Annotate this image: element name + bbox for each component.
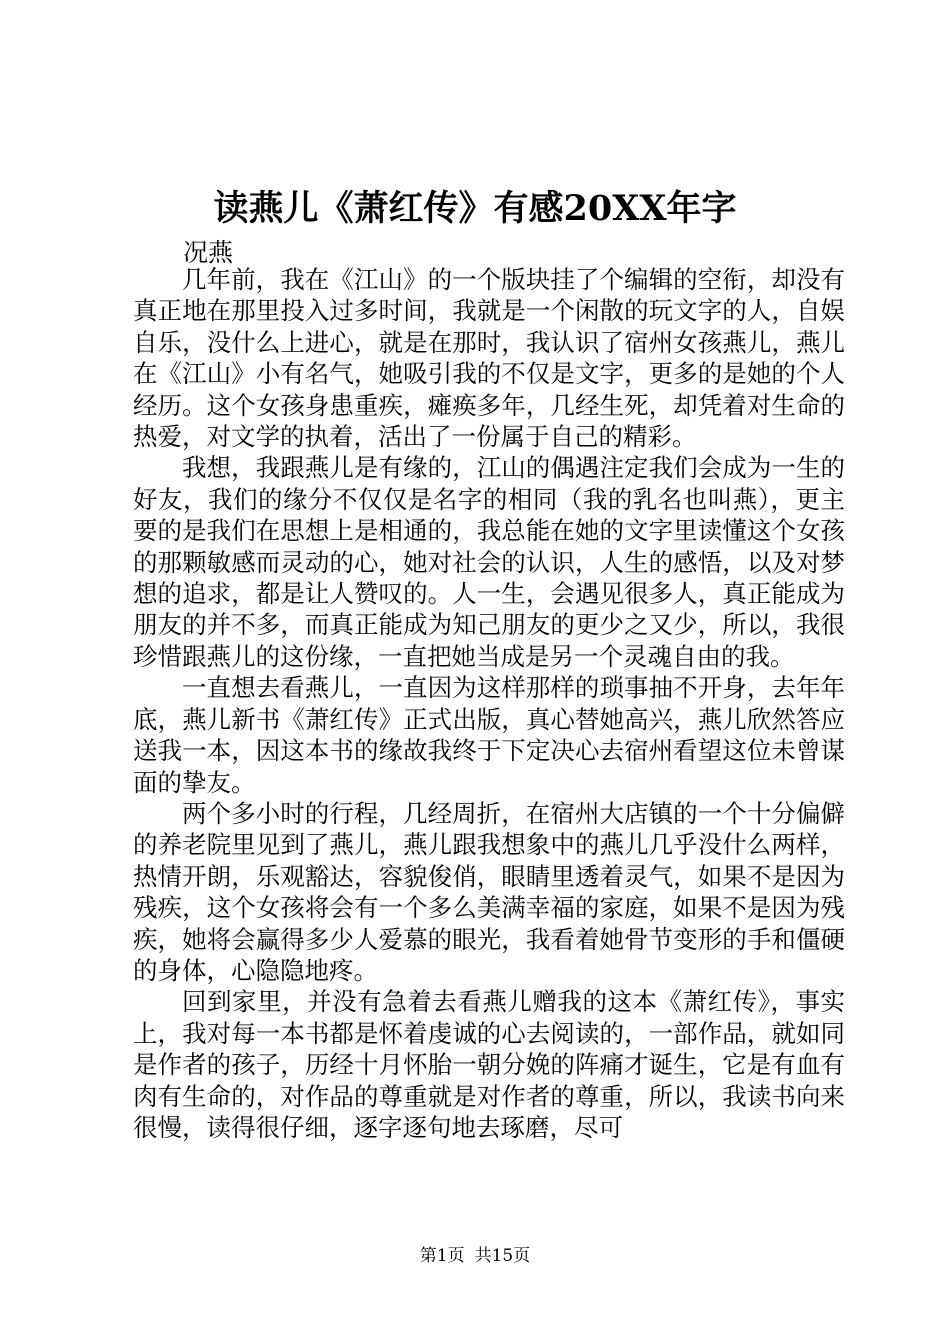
document-title: 读燕儿《萧红传》有感20XX年字 xyxy=(213,188,737,229)
author-name: 况燕 xyxy=(183,238,234,267)
page-number-total: 共15页 xyxy=(474,1246,531,1266)
paragraph: 两个多小时的行程，几经周折，在宿州大店镇的一个十分偏僻的养老院里见到了燕儿，燕儿跟我想象中的燕儿几乎没什么两样，热情开朗，乐观豁达，容貌俊俏，眼睛里透着灵气，如果不是因为残疾，这个女孩将会有一个多么美满幸福的家庭，如果不是因为残疾，她将会赢得多少人爱慕的眼光，我看着她骨节变形的手和僵硬的身体，心隐隐地疼。 xyxy=(133,798,845,985)
paragraph: 一直想去看燕儿，一直因为这样那样的琐事抽不开身，去年年底，燕儿新书《萧红传》正式出版，真心替她高兴，燕儿欣然答应送我一本，因这本书的缘故我终于下定决心去宿州看望这位未曾谋面的挚友。 xyxy=(133,673,845,797)
paragraph: 回到家里，并没有急着去看燕儿赠我的这本《萧红传》，事实上，我对每一本书都是怀着虔诚的心去阅读的，一部作品，就如同是作者的孩子，历经十月怀胎一朝分娩的阵痛才诞生，它是有血有肉有生命的，对作品的尊重就是对作者的尊重，所以，我读书向来很慢，读得很仔细，逐字逐句地去琢磨，尽可 xyxy=(133,987,845,1142)
page-footer xyxy=(0,1244,950,1268)
document-body xyxy=(133,264,845,1143)
paragraph: 几年前，我在《江山》的一个版块挂了个编辑的空衔，却没有真正地在那里投入过多时间，我就是一个闲散的玩文字的人，自娱自乐，没什么上进心，就是在那时，我认识了宿州女孩燕儿，燕儿在《江山》小有名气，她吸引我的不仅是文字，更多的是她的个人经历。这个女孩身患重疾，瘫痪多年，几经生死，却凭着对生命的热爱，对文学的执着，活出了一份属于自己的精彩。 xyxy=(133,265,845,452)
paragraph: 我想，我跟燕儿是有缘的，江山的偶遇注定我们会成为一生的好友，我们的缘分不仅仅是名字的相同（我的乳名也叫燕），更主要的是我们在思想上是相通的，我总能在她的文字里读懂这个女孩的那颗敏感而灵动的心，她对社会的认识，人生的感悟，以及对梦想的追求，都是让人赞叹的。人一生，会遇见很多人，真正能成为朋友的并不多，而真正能成为知己朋友的更少之又少，所以，我很珍惜跟燕儿的这份缘，一直把她当成是另一个灵魂自由的我。 xyxy=(133,453,845,671)
page-number-current: 第1页 xyxy=(419,1246,465,1266)
